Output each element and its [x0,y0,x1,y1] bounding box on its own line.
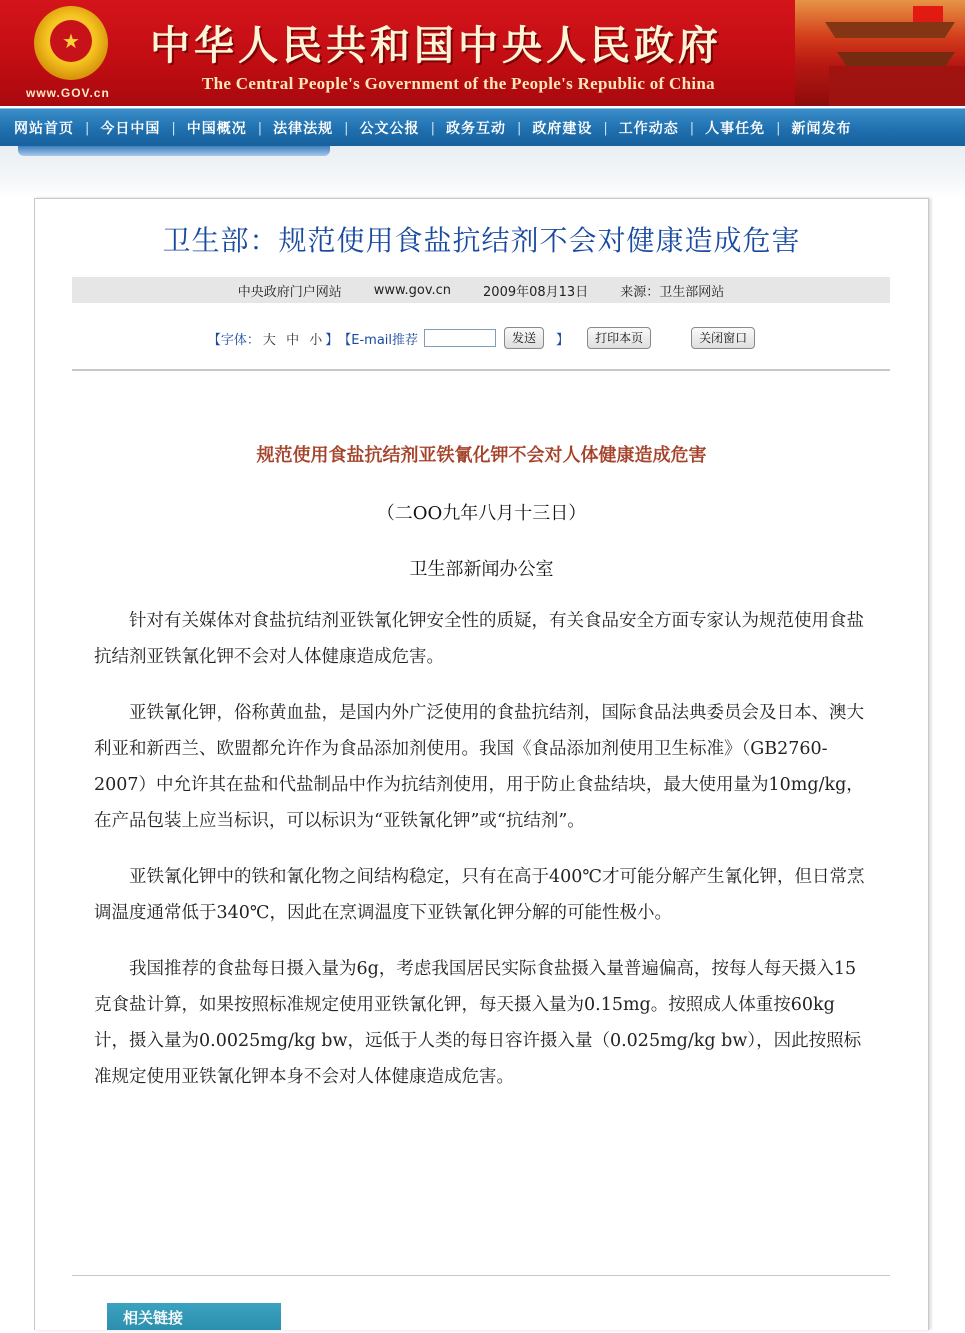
nav-item[interactable]: 政务互动 [445,121,506,137]
meta-domain: www.gov.cn [373,282,452,298]
site-title-en: The Central People's Government of the People's Republic of China [202,74,715,93]
site-url[interactable]: www.GOV.cn [26,86,110,100]
article-department: 卫生部新闻办公室 [409,559,554,580]
nav-item[interactable]: 中国概况 [186,121,247,137]
nav-item[interactable]: 法律法规 [273,121,334,137]
email-label: 【E-mail推荐 [338,332,419,348]
divider [72,369,890,371]
print-button[interactable]: 打印本页 [587,327,651,349]
nav-separator: | [430,120,435,136]
nav-item[interactable]: 政府建设 [532,121,593,137]
article-body [94,603,866,1115]
nav-item[interactable]: 公文公报 [359,121,420,137]
nav-item[interactable]: 工作动态 [618,121,679,137]
nav-separator: | [257,120,263,136]
nav-separator: | [171,120,176,136]
article-container [34,198,929,1330]
nav-separator: | [344,120,349,136]
nav-separator: | [776,120,781,136]
email-input[interactable] [424,329,496,347]
related-links-tab[interactable]: 相关链接 [107,1303,281,1330]
nav-item[interactable]: 新闻发布 [791,121,852,137]
article-paragraph: 我国推荐的食盐每日摄入量为6g，考虑我国居民实际食盐摄入量普遍偏高，按每人每天摄入15克食盐计算，如果按照标准规定使用亚铁氰化钾，每天摄入量为0.15mg。按照成人体重按60kg计，摄入量为0.0025mg/kg bw，远低于人类的每日容许摄入量（0.025mg/kg bw），因此按照标准规定使用亚铁氰化钾本身不会对人体健康造成危害。 [94,959,862,1087]
font-small-link[interactable]: 小 [309,332,323,348]
article-date-line: （二OO九年八月十三日） [376,503,587,524]
close-window-button[interactable]: 关闭窗口 [691,327,755,349]
font-size-label: 【字体： [207,332,260,348]
send-button[interactable]: 发送 [504,327,544,349]
font-medium-link[interactable]: 中 [286,332,300,348]
nav-separator: | [689,120,695,136]
nav-item[interactable]: 今日中国 [100,121,161,137]
site-banner [0,0,965,106]
national-emblem-icon: ★ [34,6,108,80]
meta-source-site: 中央政府门户网站 [237,284,342,300]
font-large-link[interactable]: 大 [262,332,276,348]
font-size-close: 】 [325,332,339,348]
nav-separator: | [516,120,522,136]
article-paragraph: 亚铁氰化钾中的铁和氰化物之间结构稳定，只有在高于400℃才可能分解产生氰化钾，但日常烹调温度通常低于340℃，因此在烹调温度下亚铁氰化钾分解的可能性极小。 [94,867,865,923]
meta-source: 来源：卫生部网站 [620,284,725,300]
email-close: 】 [556,332,570,348]
article-headline: 规范使用食盐抗结剂亚铁氰化钾不会对人体健康造成危害 [256,445,707,466]
nav-separator: | [85,120,90,136]
divider [72,1275,890,1276]
nav-shadow-strip [0,146,965,198]
page-title: 卫生部：规范使用食盐抗结剂不会对健康造成危害 [162,224,801,257]
nav-separator: | [603,120,608,136]
site-title-cn: 中华人民共和国中央人民政府 [150,23,722,69]
tiananmen-image [795,0,965,106]
article-meta [72,277,890,303]
nav-item[interactable]: 网站首页 [14,121,74,137]
article-toolbar [35,323,928,353]
main-nav [0,108,965,147]
article-paragraph: 针对有关媒体对食盐抗结剂亚铁氰化钾安全性的质疑，有关食品安全方面专家认为规范使用食盐抗结剂亚铁氰化钾不会对人体健康造成危害。 [94,611,864,667]
nav-item[interactable]: 人事任免 [705,121,766,137]
article-paragraph: 亚铁氰化钾，俗称黄血盐，是国内外广泛使用的食盐抗结剂，国际食品法典委员会及日本、澳大利亚和新西兰、欧盟都允许作为食品添加剂使用。我国《食品添加剂使用卫生标准》（GB2760-2007）中允许其在盐和代盐制品中作为抗结剂使用，用于防止食盐结块，最大使用量为10mg/kg，在产品包装上应当标识，可以标识为“亚铁氰化钾”或“抗结剂”。 [94,703,864,831]
meta-date: 2009年08月13日 [483,284,589,300]
